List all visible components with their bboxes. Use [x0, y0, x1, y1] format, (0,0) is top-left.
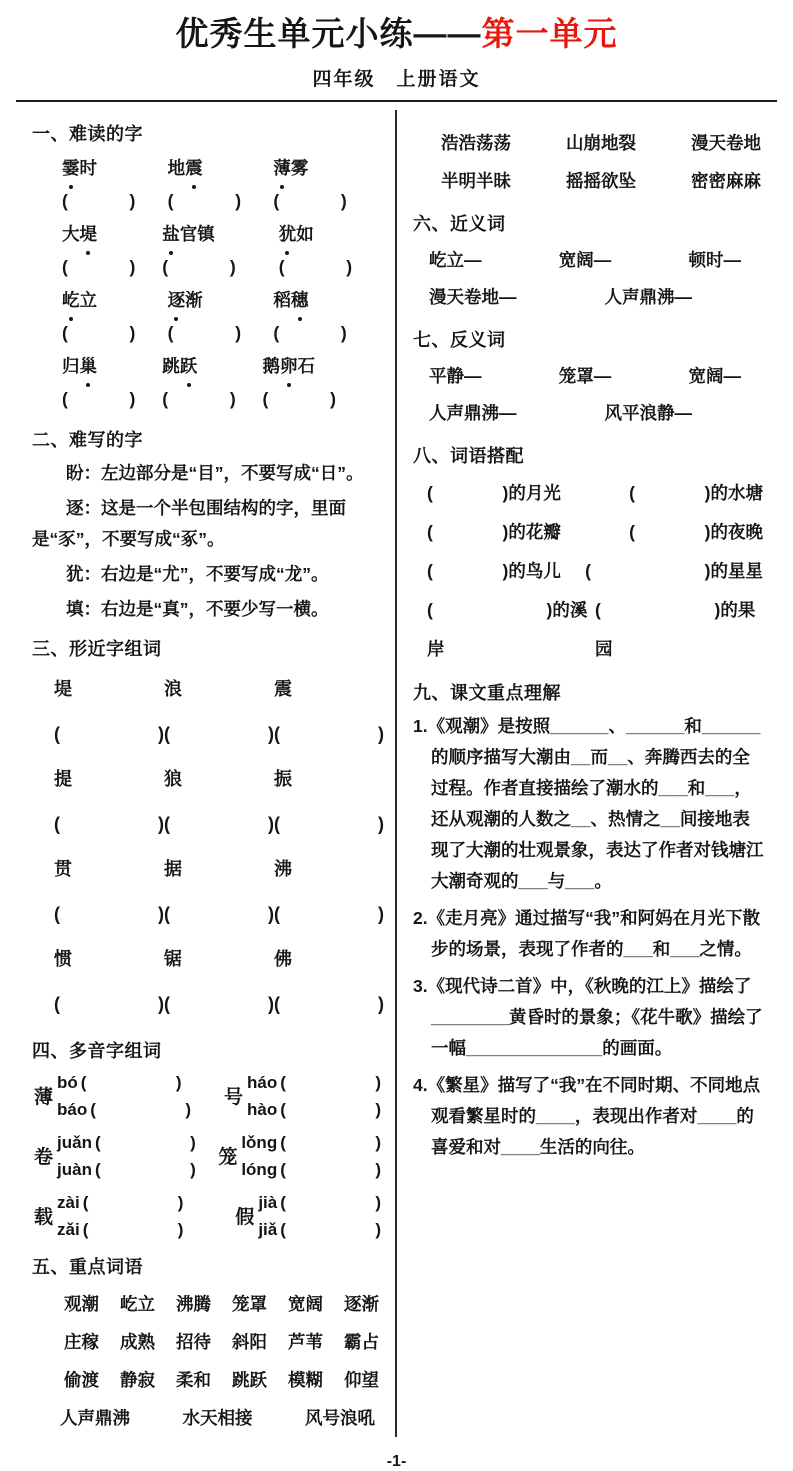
antonym-item: 人声鼎沸— [429, 402, 517, 423]
polyphonic-group [224, 1069, 381, 1123]
word-item: 逐渐( ) [168, 284, 274, 350]
pairing-item: ( )的夜晚 [629, 521, 763, 542]
answer-blank: ( ) [278, 256, 353, 277]
polyphonic-group [235, 1189, 381, 1243]
word-row [32, 847, 384, 937]
writing-note: 填：右边是“真”，不要少写一横。 [66, 598, 329, 619]
word-row [32, 1285, 381, 1323]
section-8-heading: 八、词语搭配 [413, 445, 524, 466]
polyphonic-char: 卷 [34, 1147, 54, 1169]
emphasized-char: 逐 [168, 284, 186, 317]
answer-blank: ( ) [62, 190, 136, 211]
section-5-heading: 五、重点词语 [32, 1256, 143, 1277]
polyphonic-row [32, 1129, 381, 1183]
answer-blank: ( ) [162, 388, 236, 409]
page-header [0, 14, 793, 91]
word: 招待 [176, 1331, 211, 1352]
emphasized-char: 跃 [180, 350, 198, 383]
answer-blank: ( ) [629, 521, 711, 542]
note-char: 盼： [66, 462, 101, 483]
page-footer [0, 1453, 793, 1471]
word-item: 盐官镇( ) [162, 218, 278, 284]
word-item: 狼( ) [164, 768, 274, 834]
section-key-words-continued [413, 124, 767, 200]
polyphonic-row [32, 1069, 381, 1123]
answer-blank: ( ) [54, 993, 164, 1014]
word: 水天相接 [182, 1407, 253, 1428]
word: 偷渡 [64, 1369, 99, 1390]
answer-blank: ( ) [274, 903, 384, 924]
answer-blank: ( ) [82, 1219, 184, 1239]
section-hard-to-write-chars [32, 426, 381, 625]
word-row [413, 279, 767, 316]
answer-blank: ( ) [427, 560, 509, 581]
pairing-item: ( )的星星 [585, 560, 763, 581]
polyphonic-group [34, 1189, 183, 1243]
answer-blank: ( ) [262, 388, 336, 409]
antonym-item: 风平浪静— [604, 402, 692, 423]
header-divider-line [16, 100, 777, 102]
pairing-item: ( )的花瓣 [427, 521, 561, 542]
polyphonic-row [32, 1189, 381, 1243]
word-item: 惯( ) [54, 948, 164, 1014]
word: 跳跃 [232, 1369, 267, 1390]
word: 观潮 [64, 1293, 99, 1314]
emphasized-char: 巢 [80, 350, 98, 383]
word: 静寂 [120, 1369, 155, 1390]
word-item: 归巢( ) [62, 350, 162, 416]
answer-blank: ( ) [94, 1132, 196, 1152]
word: 沸腾 [176, 1293, 211, 1314]
word-row [413, 474, 767, 513]
writing-note: 盼：左边部分是“目”，不要写成“日”。 [66, 462, 364, 483]
answer-blank: ( ) [54, 903, 164, 924]
answer-blank: ( ) [54, 813, 164, 834]
answer-blank: ( ) [167, 190, 242, 211]
word: 浩浩荡荡 [441, 132, 511, 153]
pinyin: juàn [57, 1159, 92, 1179]
answer-blank: ( ) [62, 256, 136, 277]
word-row [32, 757, 384, 847]
emphasized-char: 震 [185, 152, 203, 185]
word-item: 鹅卵石( ) [263, 350, 379, 416]
antonym-item: 平静— [429, 365, 482, 386]
word-row [32, 1399, 381, 1437]
word-item: 薄雾( ) [273, 152, 379, 218]
word: 密密麻麻 [691, 170, 761, 191]
pinyin: háo [246, 1072, 278, 1092]
writing-note: 逐：这是一个半包围结构的字，里面是“豕”，不要写成“豖”。 [32, 497, 346, 549]
word-item: 霎时( ) [62, 152, 168, 218]
word: 屹立 [120, 1293, 155, 1314]
word: 人声鼎沸 [60, 1407, 130, 1428]
synonym-item: 顿时— [688, 249, 741, 270]
answer-blank: ( ) [280, 1132, 381, 1152]
pinyin: lǒng [241, 1132, 278, 1152]
item-number: 2. [413, 907, 428, 928]
word-row [413, 395, 767, 432]
word-item: 沸( ) [274, 858, 384, 924]
answer-blank: ( ) [90, 1099, 192, 1119]
title-unit: 第一单元 [481, 15, 618, 52]
word: 斜阳 [232, 1331, 267, 1352]
word-item: 堤( ) [54, 678, 164, 744]
word-row [32, 1323, 381, 1361]
pairing-item: ( )的果园 [595, 599, 756, 659]
word-row [32, 937, 384, 1027]
polyphonic-char: 笼 [218, 1147, 238, 1169]
polyphonic-group [34, 1129, 196, 1183]
answer-blank: ( ) [164, 993, 274, 1014]
answer-blank: ( ) [164, 723, 274, 744]
comprehension-item: 3.《现代诗二首》中，《秋晚的江上》描绘了________黄昏时的景象；《花牛歌》描绘了一幅______________的画面。 [413, 975, 763, 1058]
word-item: 浪( ) [164, 678, 274, 744]
answer-blank: ( ) [273, 190, 347, 211]
word-item: 振( ) [274, 768, 384, 834]
answer-blank: ( ) [280, 1159, 381, 1179]
section-hard-to-read-chars [32, 120, 381, 416]
word-item: 稻穗( ) [273, 284, 379, 350]
antonym-item: 笼罩— [558, 365, 612, 386]
word: 摇摇欲坠 [566, 170, 636, 191]
answer-blank: ( ) [427, 599, 553, 620]
word-item: 大堤( ) [62, 218, 162, 284]
emphasized-char: 穗 [291, 284, 309, 317]
answer-blank: ( ) [82, 1192, 184, 1212]
pairing-item: ( )的溪岸 [427, 599, 588, 659]
section-2-heading: 二、难写的字 [32, 429, 143, 450]
page-number: -1- [386, 1452, 407, 1470]
word-item: 提( ) [54, 768, 164, 834]
section-4-heading: 四、多音字组词 [32, 1040, 162, 1061]
note-char: 犹： [66, 563, 101, 584]
synonym-item: 漫天卷地— [429, 286, 517, 307]
section-similar-chars [32, 635, 384, 1027]
section-7-heading: 七、反义词 [413, 329, 506, 350]
word-row [413, 513, 767, 552]
answer-blank: ( ) [595, 599, 721, 620]
answer-blank: ( ) [62, 388, 136, 409]
section-3-heading: 三、形近字组词 [32, 638, 162, 659]
word-item: 地震( ) [168, 152, 274, 218]
word-item: 犹如( ) [279, 218, 379, 284]
pairing-item: ( )的水塘 [629, 482, 763, 503]
answer-blank: ( ) [280, 1099, 381, 1119]
emphasized-char: 屹 [62, 284, 80, 317]
answer-blank: ( ) [164, 813, 274, 834]
emphasized-char: 薄 [273, 152, 291, 185]
pairing-item: ( )的月光 [427, 482, 561, 503]
word-row [32, 1361, 381, 1399]
word-row [32, 350, 381, 416]
comprehension-item: 1.《观潮》是按照______、______和______的顺序描写大潮由__而__、奔腾西去的全过程。作者直接描绘了潮水的___和___，还从观潮的人数之__、热情之__间接地表现了大潮的壮观景象，表达了作者对钱塘江大潮奇观的___与___。 [413, 715, 764, 891]
word: 仰望 [344, 1369, 379, 1390]
answer-blank: ( ) [274, 723, 384, 744]
pinyin: zài [57, 1192, 80, 1212]
answer-blank: ( ) [274, 993, 384, 1014]
word: 霸占 [344, 1331, 379, 1352]
title-main: 优秀生单元小练—— [175, 15, 482, 52]
section-6-heading: 六、近义词 [413, 213, 506, 234]
polyphonic-group [218, 1129, 381, 1183]
note-char: 逐： [66, 497, 101, 518]
answer-blank: ( ) [427, 482, 509, 503]
section-word-pairing [413, 442, 767, 669]
page-title [0, 14, 793, 54]
answer-blank: ( ) [62, 322, 136, 343]
word-row [32, 218, 381, 284]
word-row [413, 358, 767, 395]
synonym-item: 人声鼎沸— [604, 286, 692, 307]
comprehension-item: 4.《繁星》描写了“我”在不同时期、不同地点观看繁星时的____，表现出作者对____的喜爱和对____生活的向往。 [413, 1074, 761, 1157]
word-item: 锯( ) [164, 948, 274, 1014]
word: 柔和 [176, 1369, 211, 1390]
left-column [32, 110, 397, 1437]
section-synonyms [413, 210, 767, 316]
word: 宽阔 [288, 1293, 323, 1314]
answer-blank: ( ) [280, 1219, 381, 1239]
word: 半明半昧 [441, 170, 511, 191]
answer-blank: ( ) [80, 1072, 182, 1092]
word: 成熟 [120, 1331, 155, 1352]
word: 模糊 [288, 1369, 323, 1390]
polyphonic-group [34, 1069, 191, 1123]
synonym-item: 宽阔— [558, 249, 612, 270]
emphasized-char: 堤 [80, 218, 98, 251]
pinyin: báo [57, 1099, 88, 1119]
pinyin: lóng [241, 1159, 278, 1179]
pinyin: jiǎ [258, 1219, 278, 1239]
emphasized-char: 霎 [62, 152, 80, 185]
word-item: 贯( ) [54, 858, 164, 924]
pinyin: jià [258, 1192, 278, 1212]
word-row [413, 552, 767, 591]
polyphonic-char: 号 [223, 1087, 243, 1109]
answer-blank: ( ) [167, 322, 242, 343]
section-polyphonic-chars [32, 1037, 381, 1243]
word-row [413, 242, 767, 279]
word-row [32, 284, 381, 350]
pinyin: juǎn [57, 1132, 92, 1152]
emphasized-char: 盐 [162, 218, 180, 251]
answer-blank: ( ) [54, 723, 164, 744]
writing-note: 犹：右边是“尤”，不要写成“龙”。 [66, 563, 329, 584]
right-column [397, 110, 767, 1437]
word-item: 屹立( ) [62, 284, 168, 350]
section-text-comprehension [413, 679, 767, 1163]
word-row [32, 152, 381, 218]
word: 笼罩 [232, 1293, 267, 1314]
word: 逐渐 [344, 1293, 379, 1314]
answer-blank: ( ) [427, 521, 509, 542]
word-item: 据( ) [164, 858, 274, 924]
item-number: 1. [413, 715, 428, 736]
section-key-words [32, 1253, 381, 1437]
polyphonic-char: 薄 [34, 1087, 54, 1109]
word: 山崩地裂 [566, 132, 636, 153]
item-number: 4. [413, 1074, 428, 1095]
answer-blank: ( ) [164, 903, 274, 924]
antonym-item: 宽阔— [688, 365, 741, 386]
polyphonic-char: 假 [235, 1207, 255, 1229]
answer-blank: ( ) [629, 482, 711, 503]
section-9-heading: 九、课文重点理解 [413, 682, 561, 703]
item-number: 3. [413, 975, 428, 996]
polyphonic-char: 载 [34, 1207, 54, 1229]
emphasized-char: 卵 [280, 350, 298, 383]
content-columns [32, 110, 767, 1437]
word: 芦苇 [288, 1331, 323, 1352]
answer-blank: ( ) [274, 813, 384, 834]
answer-blank: ( ) [585, 560, 711, 581]
word-row [413, 162, 767, 200]
emphasized-char: 犹 [279, 218, 297, 251]
answer-blank: ( ) [280, 1192, 381, 1212]
answer-blank: ( ) [280, 1072, 381, 1092]
word-item: 跳跃( ) [162, 350, 262, 416]
subtitle: 四年级 上册语文 [312, 68, 481, 90]
section-1-heading: 一、难读的字 [32, 123, 143, 144]
answer-blank: ( ) [273, 322, 347, 343]
pinyin: hào [246, 1099, 278, 1119]
answer-blank: ( ) [94, 1159, 196, 1179]
word: 漫天卷地 [691, 132, 761, 153]
comprehension-item: 2.《走月亮》通过描写“我”和阿妈在月光下散步的场景，表现了作者的___和___之情。 [413, 907, 761, 959]
section-antonyms [413, 326, 767, 432]
word: 庄稼 [64, 1331, 99, 1352]
word: 风号浪吼 [305, 1407, 375, 1428]
note-char: 填： [66, 598, 101, 619]
pinyin: zǎi [57, 1219, 80, 1239]
synonym-item: 屹立— [429, 249, 482, 270]
answer-blank: ( ) [162, 256, 236, 277]
word-row [413, 591, 767, 669]
word-row [32, 667, 384, 757]
word-row [413, 124, 767, 162]
word-item: 佛( ) [274, 948, 384, 1014]
pairing-item: ( )的鸟儿 [427, 560, 561, 581]
pinyin: bó [57, 1072, 78, 1092]
word-item: 震( ) [274, 678, 384, 744]
